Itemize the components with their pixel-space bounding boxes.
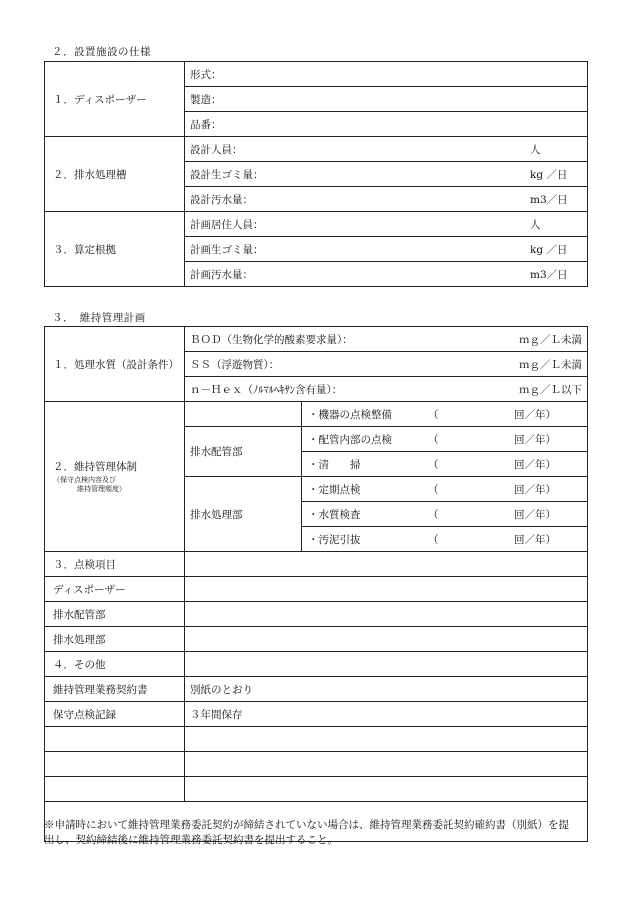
group-treatment-unit: 排水処理部	[185, 477, 302, 552]
other-row-label: 保守点検記録	[45, 702, 185, 727]
other-row-value	[185, 777, 588, 802]
spec-cell	[185, 237, 588, 262]
other-row-value	[185, 752, 588, 777]
other-row-label: 維持管理業務契約書	[45, 677, 185, 702]
other-row-value: 別紙のとおり	[185, 677, 588, 702]
table-row	[45, 702, 588, 727]
spec-item: 計画汚水量：	[190, 268, 253, 281]
inspection-label: ３．点検項目	[45, 552, 185, 577]
spec-cell	[185, 62, 588, 87]
wq-unit: ｍｇ／Ｌ未満	[519, 333, 582, 346]
inspection-row-label: 排水配管部	[45, 602, 185, 627]
water-quality-cell	[185, 377, 588, 402]
inspection-value	[185, 602, 588, 627]
empty-cell	[185, 552, 588, 577]
table-row	[45, 62, 588, 87]
spec-cell	[185, 212, 588, 237]
section2-heading: ２．設置施設の仕様	[52, 46, 151, 58]
other-row-label	[45, 727, 185, 752]
spec-unit: m3／日	[530, 268, 568, 281]
table-row	[45, 627, 588, 652]
spec-cell	[185, 87, 588, 112]
table-row	[45, 602, 588, 627]
maint-paren: （	[428, 483, 439, 496]
other-row-label	[45, 777, 185, 802]
table-row	[45, 752, 588, 777]
table-row	[45, 577, 588, 602]
spec-cell	[185, 187, 588, 212]
maintenance-sub2: 維持管理頻度）	[77, 485, 126, 493]
table-row	[45, 402, 588, 427]
section3-heading: ３． 維持管理計画	[52, 312, 146, 324]
spec-unit: 人	[530, 143, 541, 156]
water-quality-cell	[185, 327, 588, 352]
maint-paren: （	[428, 408, 439, 421]
maintenance-item	[302, 402, 588, 427]
other-row-value	[185, 727, 588, 752]
table-row	[45, 677, 588, 702]
maint-paren: （	[428, 433, 439, 446]
spec-item: 形式：	[190, 68, 222, 81]
other-row-value: ３年間保存	[185, 702, 588, 727]
spec-unit: m3／日	[530, 193, 568, 206]
table-row	[45, 552, 588, 577]
maint-unit: 回／年）	[514, 458, 556, 471]
maintenance-label	[45, 402, 185, 552]
maint-unit: 回／年）	[514, 433, 556, 446]
maint-item-text: ・配管内部の点検	[308, 433, 392, 446]
spec-item: 計画居住人員：	[190, 218, 264, 231]
table-row	[45, 212, 588, 237]
maint-item-text: ・汚泥引抜	[308, 533, 361, 546]
wq-unit: ｍｇ／Ｌ未満	[519, 358, 582, 371]
maint-paren: （	[428, 458, 439, 471]
spec-unit: kg ／日	[530, 168, 568, 181]
spec-cell	[185, 112, 588, 137]
water-quality-label: １．処理水質（設計条件）	[45, 327, 185, 402]
spec-item: 設計人員：	[190, 143, 243, 156]
inspection-value	[185, 627, 588, 652]
footnote: ※申請時において維持管理業務委託契約が締結されていない場合は、維持管理業務委託契約確約書（別紙）を提出し、契約締結後に維持管理業務委託契約書を提出すること。	[44, 819, 569, 846]
maint-item-text: ・清 掃	[308, 458, 361, 471]
other-label: ４．その他	[45, 652, 185, 677]
wq-item: ＢＯＤ（生物化学的酸素要求量）：	[190, 333, 353, 346]
spec-item: 設計生ゴミ量：	[190, 168, 264, 181]
water-quality-cell	[185, 352, 588, 377]
spec-item: 設計汚水量：	[190, 193, 253, 206]
facility-spec-table	[44, 61, 588, 287]
maint-unit: 回／年）	[514, 533, 556, 546]
empty-cell	[185, 402, 302, 427]
table-row	[45, 727, 588, 752]
maintenance-plan-table	[44, 326, 588, 842]
table-row	[45, 777, 588, 802]
maint-item-text: ・定期点検	[308, 483, 361, 496]
inspection-value	[185, 577, 588, 602]
group-drain-pipe: 排水配管部	[185, 427, 302, 477]
maintenance-item	[302, 477, 588, 502]
maint-item-text: ・水質検査	[308, 508, 361, 521]
inspection-row-label: 排水処理部	[45, 627, 185, 652]
spec-cell	[185, 262, 588, 287]
inspection-row-label: ディスポーザー	[45, 577, 185, 602]
other-row-label	[45, 752, 185, 777]
maint-item-text: ・機器の点検整備	[308, 408, 392, 421]
spec-item: 製造：	[190, 93, 222, 106]
wq-item: ｎ－Ｈｅｘ（ﾉﾙﾏﾙﾍｷｻﾝ含有量）：	[190, 383, 343, 396]
group-label-treatment-tank: ２．排水処理槽	[45, 137, 185, 212]
table-row	[45, 652, 588, 677]
spec-unit: 人	[530, 218, 541, 231]
group-label-disposer: １．ディスポーザー	[45, 62, 185, 137]
maintenance-item	[302, 527, 588, 552]
table-row	[45, 327, 588, 352]
table-row	[45, 137, 588, 162]
maintenance-item	[302, 427, 588, 452]
wq-unit: ｍｇ／Ｌ以下	[519, 383, 582, 396]
maint-paren: （	[428, 508, 439, 521]
spec-item: 計画生ゴミ量：	[190, 243, 264, 256]
spec-item: 品番：	[190, 118, 222, 131]
maintenance-sub1: （保守点検内容及び	[53, 476, 116, 484]
empty-cell	[185, 652, 588, 677]
spec-unit: kg ／日	[530, 243, 568, 256]
maint-unit: 回／年）	[514, 483, 556, 496]
maintenance-item	[302, 502, 588, 527]
maintenance-item	[302, 452, 588, 477]
maintenance-title: ２．維持管理体制	[53, 461, 137, 473]
wq-item: ＳＳ（浮遊物質）：	[190, 358, 280, 371]
maint-unit: 回／年）	[514, 408, 556, 421]
maint-paren: （	[428, 533, 439, 546]
spec-cell	[185, 162, 588, 187]
group-label-basis: ３．算定根拠	[45, 212, 185, 287]
spec-cell	[185, 137, 588, 162]
maint-unit: 回／年）	[514, 508, 556, 521]
